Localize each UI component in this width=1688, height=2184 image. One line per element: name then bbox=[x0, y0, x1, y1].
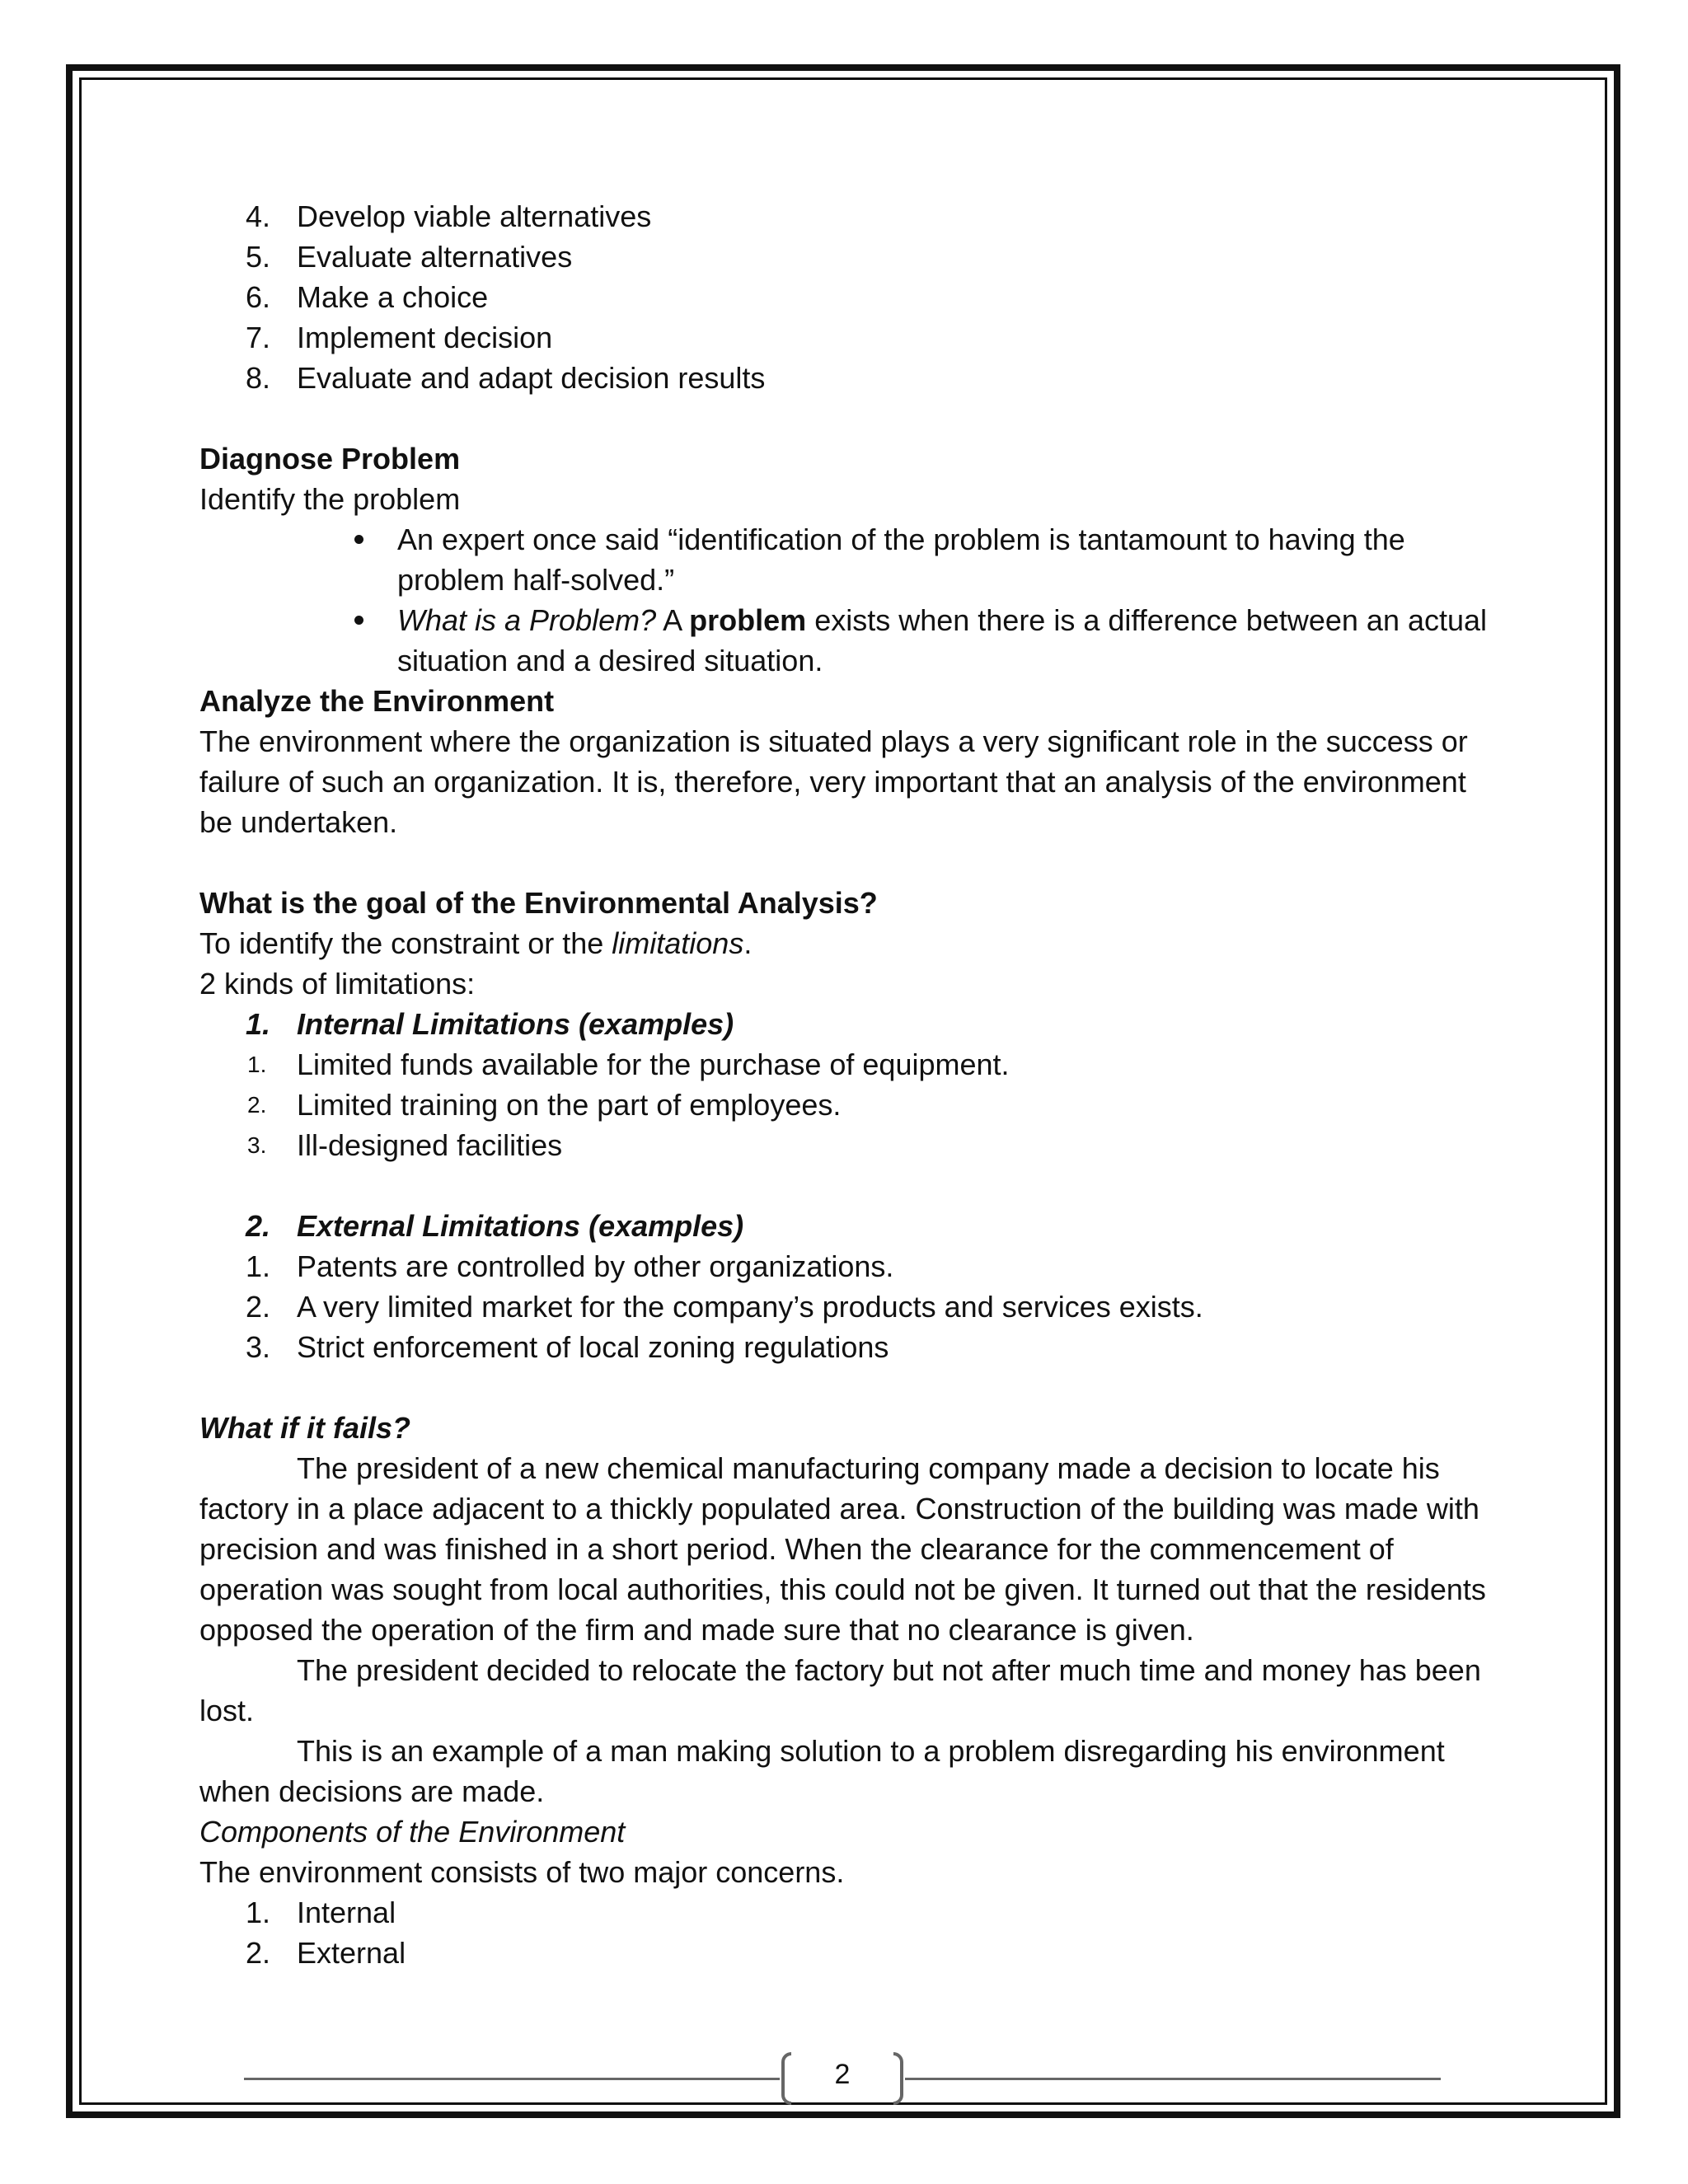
list-item: 7. Implement decision bbox=[246, 321, 553, 354]
list-item: 5. Evaluate alternatives bbox=[246, 240, 573, 274]
list-item: 2. External bbox=[246, 1936, 406, 1970]
bullet-icon bbox=[354, 616, 363, 625]
list-item: 1. Patents are controlled by other organizations. bbox=[246, 1249, 894, 1283]
internal-limitations-heading: 1. Internal Limitations (examples) bbox=[246, 1007, 734, 1041]
list-item: 8. Evaluate and adapt decision results bbox=[246, 361, 766, 395]
components-intro: The environment consists of two major concerns. bbox=[199, 1855, 845, 1889]
list-item: 1. Internal bbox=[246, 1896, 396, 1929]
fails-paragraph-1: The president of a new chemical manufacturing company made a decision to locate his factory in a place adjacent to a thickly populated area. Construction of the building was made with precision and was finished in a short period. When the clearance for the commencement of operation was sought from local authorities, this could not be given. It turned out that the residents opposed the operation of the firm and made sure that no clearance is given. bbox=[199, 1451, 1486, 1647]
components-heading: Components of the Environment bbox=[199, 1815, 626, 1849]
document-body bbox=[199, 196, 1502, 1973]
list-item: 2. Limited training on the part of employees. bbox=[247, 1088, 842, 1122]
external-limitations-heading: 2. External Limitations (examples) bbox=[246, 1209, 744, 1243]
left-brace-icon bbox=[781, 2052, 791, 2105]
footer-rule-right bbox=[905, 2078, 1441, 2080]
fails-paragraph-2: The president decided to relocate the factory but not after much time and money has been lost. bbox=[199, 1653, 1481, 1727]
list-item: 1. Limited funds available for the purchase of equipment. bbox=[247, 1047, 1010, 1081]
page-number: 2 bbox=[834, 2059, 851, 2090]
bullet-icon bbox=[354, 535, 363, 544]
diagnose-heading: Diagnose Problem bbox=[199, 442, 461, 476]
bullet-item: What is a Problem? A problem exists when there is a difference between an actual situation and a desired situation. bbox=[199, 600, 1502, 681]
bullet-item: An expert once said “identification of the problem is tantamount to having the problem half-solved.” bbox=[199, 519, 1502, 600]
analyze-heading: Analyze the Environment bbox=[199, 684, 555, 718]
diagnose-subheading: Identify the problem bbox=[199, 482, 461, 516]
list-item: 3. Ill-designed facilities bbox=[247, 1128, 563, 1162]
goal-line: To identify the constraint or the limitations. bbox=[199, 926, 753, 960]
list-item: 2. A very limited market for the company’s products and services exists. bbox=[246, 1290, 1203, 1324]
analyze-paragraph: The environment where the organization is situated plays a very significant role in the success or failure of such an organization. It is, therefore, very important that an analysis of the environment be undertaken. bbox=[199, 724, 1468, 839]
goal-heading: What is the goal of the Environmental Analysis? bbox=[199, 886, 878, 920]
right-brace-icon bbox=[893, 2052, 903, 2105]
list-item: 3. Strict enforcement of local zoning regulations bbox=[246, 1330, 889, 1364]
footer-rule-left bbox=[244, 2078, 780, 2080]
fails-heading: What if it fails? bbox=[199, 1411, 410, 1445]
list-item: 6. Make a choice bbox=[246, 280, 489, 314]
limitations-intro: 2 kinds of limitations: bbox=[199, 967, 476, 1001]
steps-list bbox=[199, 196, 1502, 398]
fails-paragraph-3: This is an example of a man making solution to a problem disregarding his environment when decisions are made. bbox=[199, 1734, 1445, 1808]
list-item: 4. Develop viable alternatives bbox=[246, 199, 652, 233]
